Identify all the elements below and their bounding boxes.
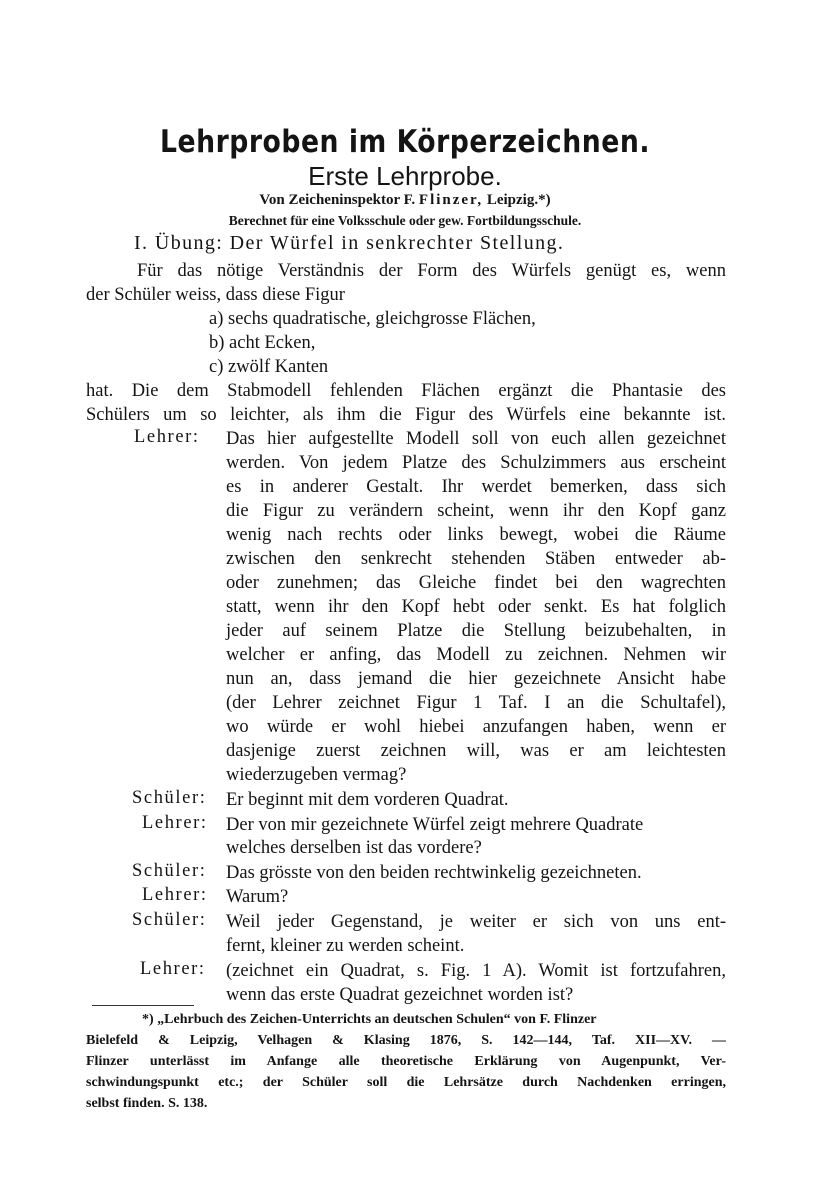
- lesson-subtitle: Erste Lehrprobe.: [308, 161, 502, 191]
- page-title: Lehrproben im Körperzeichnen.: [159, 124, 650, 160]
- speaker-label: Lehrer:: [140, 959, 206, 979]
- dialogue-line: fernt, kleiner zu werden scheint.: [226, 936, 465, 956]
- list-item: b) acht Ecken,: [209, 333, 316, 353]
- speaker-label: Schüler:: [132, 788, 207, 808]
- dialogue-line: statt, wenn ihr den Kopf hebt oder senkt. Es hat folglich: [226, 597, 726, 617]
- dialogue-line: zwischen den senkrecht stehenden Stäben entweder ab-: [226, 549, 726, 569]
- speaker-label: Schüler:: [132, 861, 207, 881]
- speaker-label: Lehrer:: [134, 427, 200, 447]
- list-item: c) zwölf Kanten: [209, 357, 329, 377]
- author-prefix: Von Zeicheninspektor F.: [259, 192, 416, 208]
- footnote-line: selbst finden. S. 138.: [86, 1096, 208, 1111]
- speaker-label: Schüler:: [132, 910, 207, 930]
- footnote-line: schwindungspunkt etc.; der Schüler soll die Lehrsätze durch Nachdenken erringen,: [86, 1075, 726, 1090]
- dialogue-line: welcher er anfing, das Modell zu zeichnen. Nehmen wir: [226, 645, 726, 665]
- dialogue-line: oder zunehmen; das Gleiche findet bei den wagrechten: [226, 573, 726, 593]
- dialogue-line: Das grösste von den beiden rechtwinkelig gezeichneten.: [226, 863, 642, 883]
- dialogue-line: Der von mir gezeichnete Würfel zeigt mehrere Quadrate: [226, 815, 644, 835]
- dialogue-line: wenn das erste Quadrat gezeichnet worden ist?: [226, 985, 574, 1005]
- footnote-line: *) „Lehrbuch des Zeichen-Unterrichts an deutschen Schulen“ von F. Flinzer: [142, 1012, 597, 1027]
- dialogue-line: nun an, dass jemand die hier gezeichnete Ansicht habe: [226, 669, 726, 689]
- intro-line-1: Für das nötige Verständnis der Form des Würfels genügt es, wenn: [137, 261, 726, 281]
- footnote-rule: [92, 1005, 194, 1006]
- dialogue-line: (der Lehrer zeichnet Figur 1 Taf. I an die Schultafel),: [226, 693, 726, 713]
- dialogue-line: jeder auf seinem Platze die Stellung beizubehalten, in: [226, 621, 726, 641]
- intro-line-2: der Schüler weiss, dass diese Figur: [86, 285, 345, 305]
- author-line: [0, 192, 810, 209]
- dialogue-line: es in anderer Gestalt. Ihr werdet bemerken, dass sich: [226, 477, 726, 497]
- dialogue-line: Das hier aufgestellte Modell soll von euch allen gezeichnet: [226, 429, 726, 449]
- target-school-note: Berechnet für eine Volksschule oder gew. Fortbildungsschule.: [228, 213, 582, 228]
- dialogue-line: Weil jeder Gegenstand, je weiter er sich von uns ent-: [226, 912, 726, 932]
- dialogue-line: Warum?: [226, 887, 289, 907]
- dialogue-line: (zeichnet ein Quadrat, s. Fig. 1 A). Womit ist fortzufahren,: [226, 961, 726, 981]
- intro-line-3: hat. Die dem Stabmodell fehlenden Flächen ergänzt die Phantasie des: [86, 381, 726, 401]
- dialogue-line: wo würde er wohl hiebei anzufangen haben, wenn er: [226, 717, 726, 737]
- footnote-line: Flinzer unterlässt im Anfange alle theoretische Erklärung von Augenpunkt, Ver-: [86, 1054, 726, 1069]
- speaker-label: Lehrer:: [142, 813, 208, 833]
- author-name: Flinzer,: [418, 192, 484, 208]
- exercise-heading: I. Übung: Der Würfel in senkrechter Stellung.: [134, 232, 565, 254]
- footnote-line: Bielefeld & Leipzig, Velhagen & Klasing 1876, S. 142—144, Taf. XII—XV. —: [86, 1033, 726, 1048]
- dialogue-line: Er beginnt mit dem vorderen Quadrat.: [226, 790, 509, 810]
- dialogue-line: dasjenige zuerst zeichnen will, was er am leichtesten: [226, 741, 726, 761]
- list-item: a) sechs quadratische, gleichgrosse Flächen,: [209, 309, 536, 329]
- dialogue-line: werden. Von jedem Platze des Schulzimmers aus erscheint: [226, 453, 726, 473]
- speaker-label: Lehrer:: [142, 885, 208, 905]
- dialogue-line: welches derselben ist das vordere?: [226, 838, 482, 858]
- dialogue-line: wiederzugeben vermag?: [226, 765, 407, 785]
- intro-line-4: Schülers um so leichter, als ihm die Figur des Würfels eine bekannte ist.: [86, 405, 726, 425]
- dialogue-line: die Figur zu verändern scheint, wenn ihr den Kopf ganz: [226, 501, 726, 521]
- dialogue-line: wenig nach rechts oder links bewegt, wobei die Räume: [226, 525, 726, 545]
- author-suffix: Leipzig.*): [486, 192, 551, 208]
